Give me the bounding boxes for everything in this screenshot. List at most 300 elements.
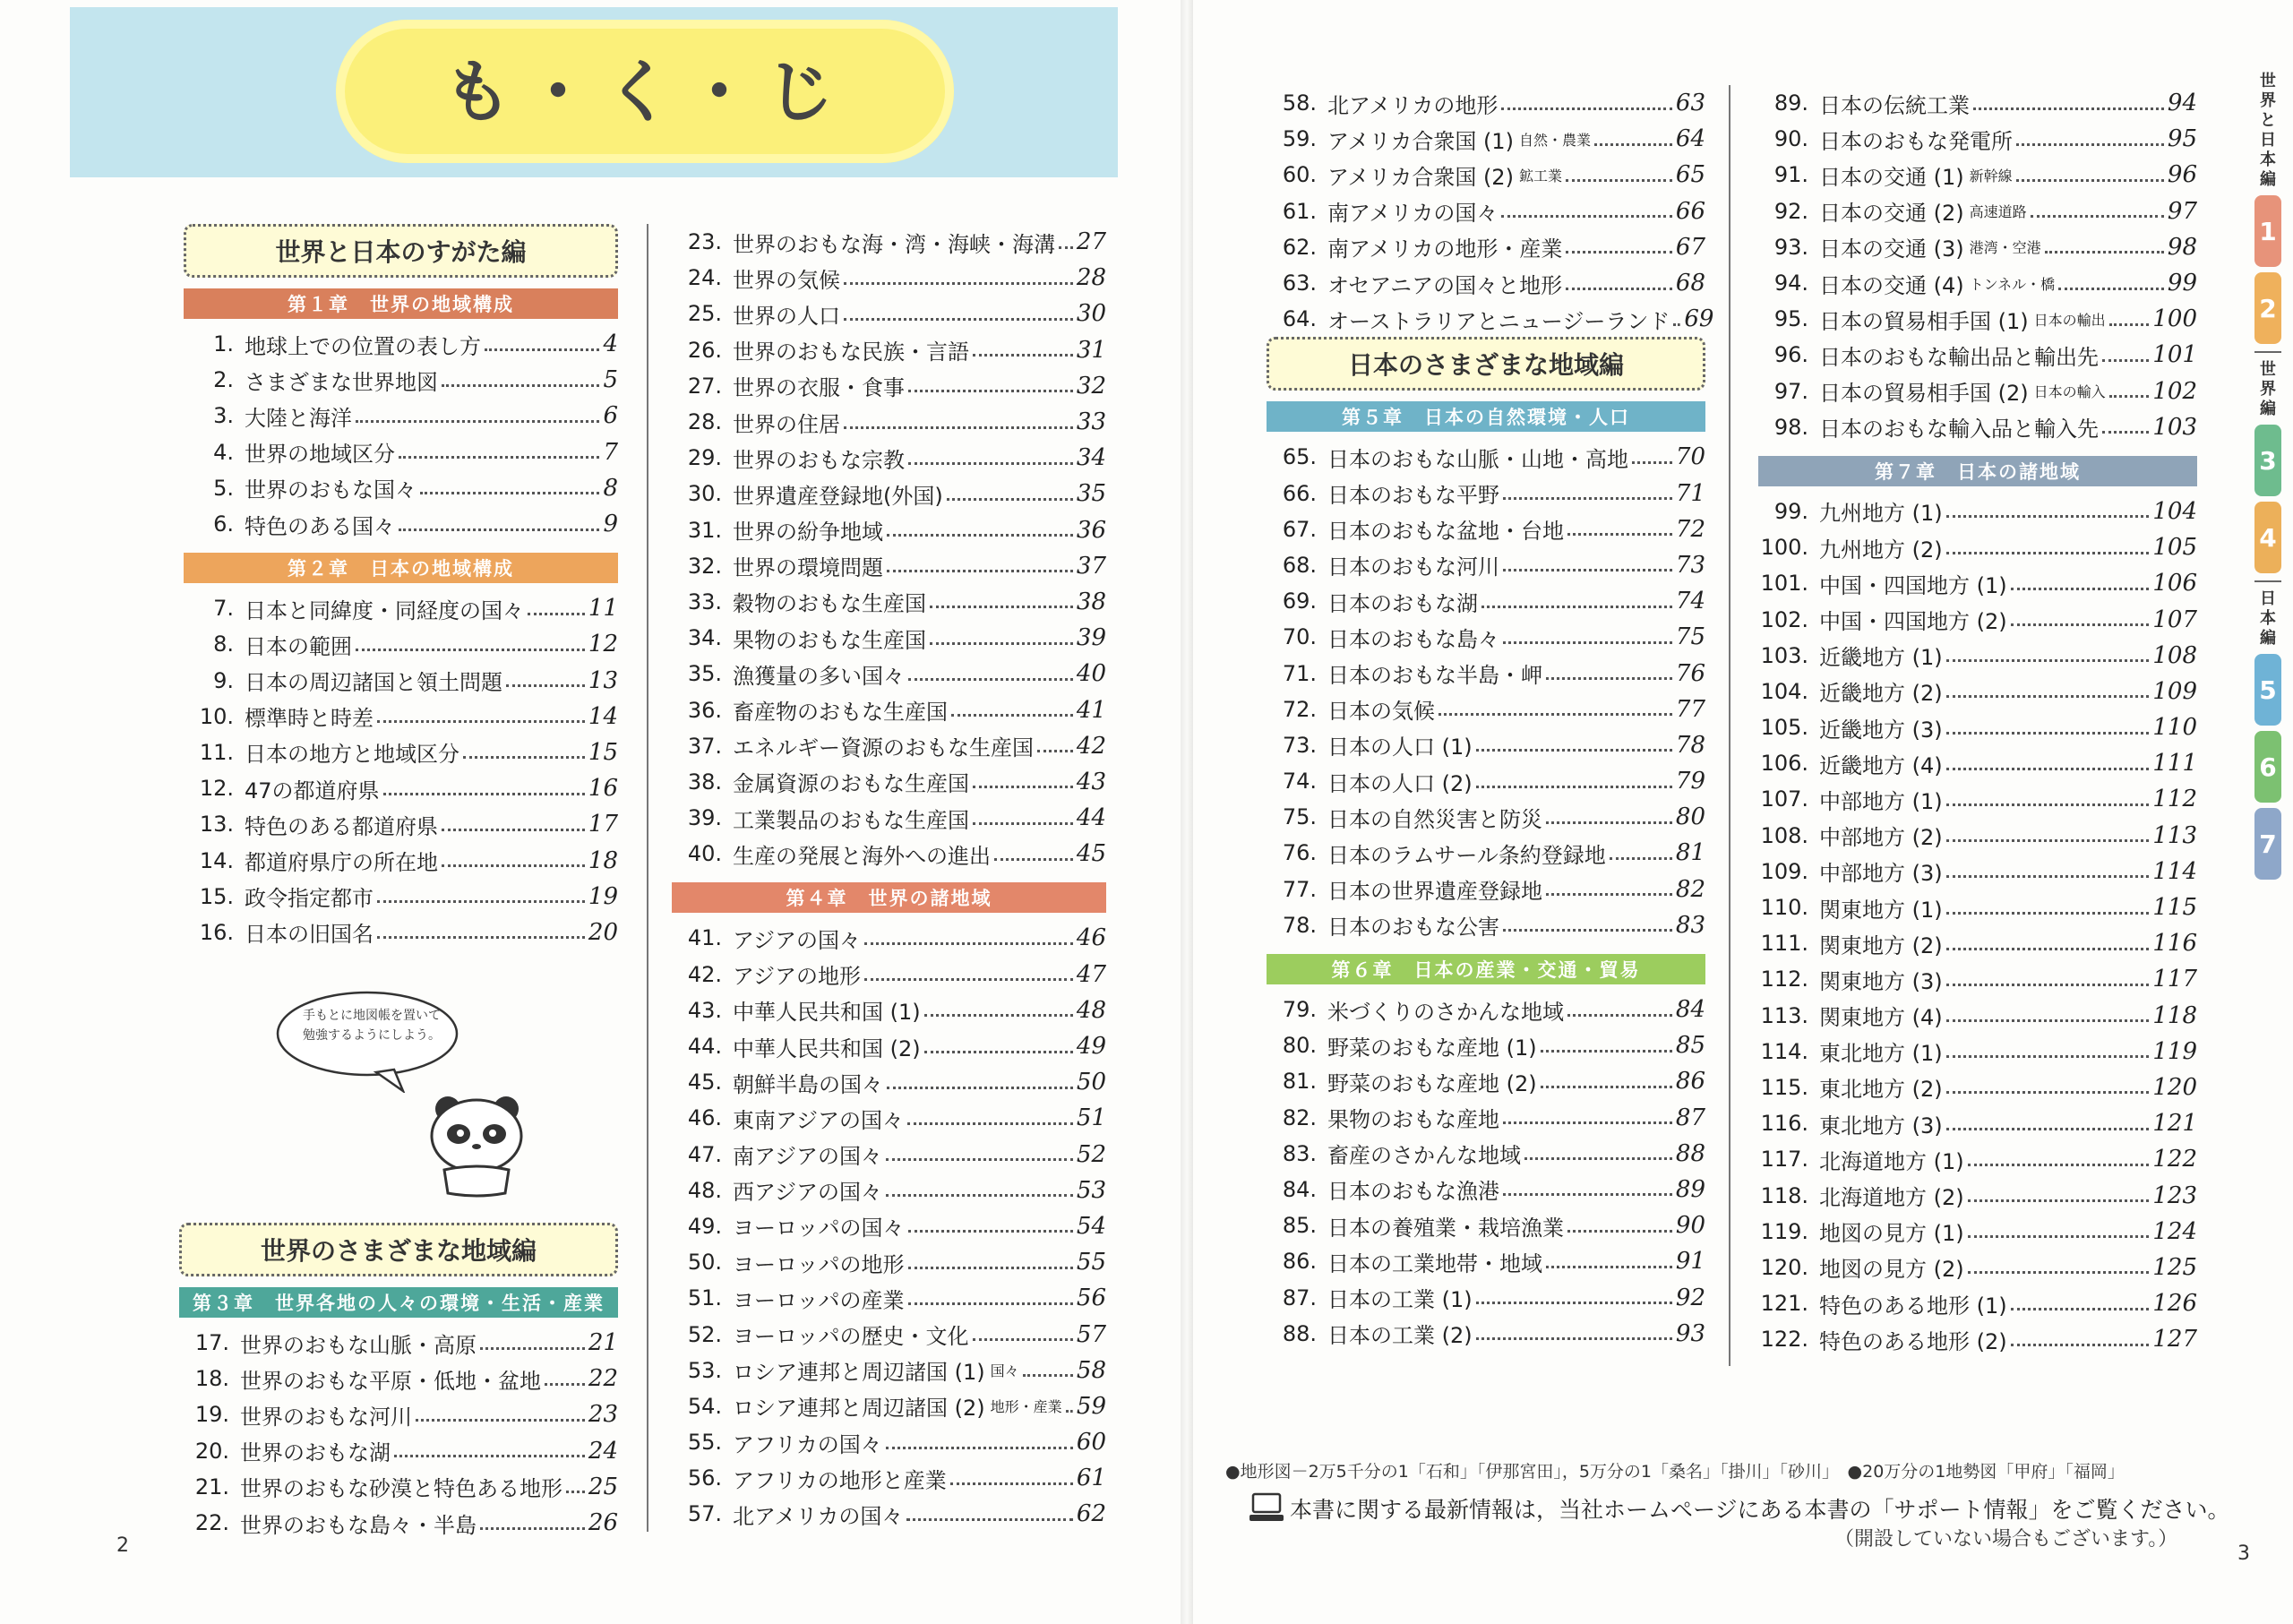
- entry-page-number: 118: [2152, 1001, 2197, 1029]
- entry-page-number: 38: [1076, 588, 1106, 615]
- toc-entry[interactable]: [672, 260, 1106, 296]
- entry-title: 畜産物のおもな生産国: [733, 700, 948, 726]
- toc-entry[interactable]: [1758, 745, 2197, 781]
- toc-entry[interactable]: [1267, 799, 1705, 835]
- entry-title: 東北地方 (3): [1819, 1113, 1943, 1139]
- entry-page-number: 20: [588, 918, 618, 946]
- dot-leader: [1546, 821, 1672, 824]
- dot-leader: [2109, 323, 2150, 326]
- toc-entry[interactable]: [1758, 674, 2197, 709]
- toc-entry[interactable]: [184, 398, 618, 434]
- entry-page-number: 81: [1675, 839, 1705, 867]
- toc-entry[interactable]: [672, 1353, 1106, 1388]
- toc-entry[interactable]: [672, 957, 1106, 992]
- entry-title: 世界の人口: [733, 303, 840, 329]
- entry-number: 104.: [1760, 678, 1808, 704]
- tab-divider: [2254, 580, 2281, 582]
- toc-entry[interactable]: [672, 1100, 1106, 1136]
- toc-entry[interactable]: [672, 920, 1106, 956]
- entry-page-number: 33: [1076, 408, 1106, 436]
- toc-entry[interactable]: [672, 620, 1106, 656]
- entry-number: 47.: [687, 1141, 722, 1167]
- entry-page-number: 21: [588, 1329, 618, 1357]
- toc-entry[interactable]: [184, 806, 618, 842]
- toc-entry[interactable]: [179, 1469, 618, 1505]
- entry-page-number: 46: [1076, 924, 1106, 952]
- toc-entry[interactable]: [1267, 727, 1705, 763]
- entry-page-number: 82: [1675, 875, 1705, 903]
- entry-title: 中部地方 (1): [1819, 788, 1943, 814]
- entry-number: 25.: [687, 301, 722, 327]
- toc-entry[interactable]: [179, 1433, 618, 1469]
- dot-leader: [908, 1267, 1073, 1269]
- toc-entry[interactable]: [1267, 835, 1705, 871]
- entry-title: アメリカ合衆国 (1): [1327, 128, 1514, 154]
- toc-entry[interactable]: [1758, 121, 2197, 157]
- entry-page-number: 74: [1675, 588, 1705, 615]
- toc-entry[interactable]: [1758, 409, 2197, 445]
- entry-title: 世界の住居: [733, 411, 840, 437]
- toc-entry[interactable]: [184, 663, 618, 699]
- toc-entry[interactable]: [672, 1208, 1106, 1244]
- dot-leader: [951, 714, 1073, 717]
- entry-page-number: 4: [603, 331, 618, 358]
- toc-entry[interactable]: [672, 1496, 1106, 1532]
- toc-entry[interactable]: [672, 1316, 1106, 1352]
- entry-number: 59.: [1282, 126, 1317, 152]
- toc-entry[interactable]: [184, 326, 618, 362]
- computer-icon: [1250, 1492, 1284, 1523]
- chapter-tab[interactable]: 4: [2254, 502, 2281, 573]
- toc-entry[interactable]: [672, 584, 1106, 620]
- entry-number: 44.: [687, 1034, 722, 1060]
- toc-entry[interactable]: [1758, 157, 2197, 193]
- entry-number: 23.: [687, 229, 722, 255]
- entry-title: 日本のおもな盆地・台地: [1327, 519, 1564, 545]
- toc-entry[interactable]: [1758, 781, 2197, 817]
- toc-entry[interactable]: [1267, 1207, 1705, 1243]
- toc-entry[interactable]: [1758, 301, 2197, 337]
- toc-entry[interactable]: [1758, 1285, 2197, 1321]
- toc-entry[interactable]: [1758, 1177, 2197, 1213]
- entry-title: 日本の工業地帯・地域: [1327, 1250, 1542, 1276]
- dot-leader: [1946, 768, 2150, 770]
- toc-entry[interactable]: [672, 404, 1106, 440]
- dot-leader: [1946, 984, 2150, 986]
- entry-page-number: 53: [1076, 1176, 1106, 1204]
- dot-leader: [1946, 912, 2150, 915]
- toc-entry[interactable]: [672, 1424, 1106, 1460]
- entry-subtitle: 鉱工業: [1518, 167, 1562, 185]
- entry-page-number: 84: [1675, 996, 1705, 1024]
- entry-title: アメリカ合衆国 (2): [1327, 164, 1514, 190]
- toc-entry[interactable]: [672, 656, 1106, 692]
- dot-leader: [886, 1447, 1073, 1449]
- entry-number: 43.: [687, 997, 722, 1023]
- toc-entry[interactable]: [672, 800, 1106, 836]
- chapter-heading: 第１章 世界の地域構成: [184, 288, 618, 319]
- toc-entry[interactable]: [1758, 601, 2197, 637]
- toc-entry[interactable]: [1267, 301, 1714, 337]
- dot-leader: [887, 570, 1073, 572]
- dot-leader: [906, 1518, 1073, 1521]
- toc-entry[interactable]: [184, 506, 618, 542]
- chapter-tab[interactable]: 7: [2254, 808, 2281, 880]
- toc-entry[interactable]: [1758, 854, 2197, 889]
- toc-entry[interactable]: [672, 728, 1106, 764]
- toc-entry[interactable]: [1267, 692, 1705, 727]
- entry-title: オセアニアの国々と地形: [1327, 272, 1563, 298]
- dot-leader: [2102, 359, 2149, 362]
- toc-entry[interactable]: [1267, 655, 1705, 691]
- entry-page-number: 70: [1675, 443, 1705, 471]
- entry-page-number: 115: [2152, 894, 2197, 922]
- toc-entry[interactable]: [672, 1388, 1106, 1424]
- entry-page-number: 57: [1076, 1320, 1106, 1348]
- toc-column-1: [184, 224, 618, 950]
- toc-entry[interactable]: [1267, 992, 1705, 1027]
- toc-entry[interactable]: [184, 735, 618, 770]
- entry-page-number: 107: [2152, 606, 2197, 633]
- toc-entry[interactable]: [179, 1396, 618, 1432]
- toc-entry[interactable]: [672, 1280, 1106, 1316]
- toc-entry[interactable]: [672, 1137, 1106, 1173]
- entry-page-number: 91: [1675, 1248, 1705, 1276]
- entry-number: 36.: [687, 697, 722, 723]
- dot-leader: [1567, 1014, 1672, 1017]
- toc-entry[interactable]: [672, 332, 1106, 368]
- dot-leader: [2011, 623, 2150, 626]
- dot-leader: [950, 1482, 1073, 1485]
- toc-entry[interactable]: [672, 764, 1106, 800]
- toc-entry[interactable]: [1758, 638, 2197, 674]
- entry-title: 九州地方 (1): [1819, 501, 1943, 527]
- chapter-tab[interactable]: 6: [2254, 731, 2281, 803]
- entry-title: 日本のおもな島々: [1327, 626, 1499, 652]
- toc-entry[interactable]: [1267, 1027, 1705, 1063]
- entry-page-number: 27: [1076, 228, 1106, 256]
- dot-leader: [1594, 143, 1672, 146]
- entry-page-number: 15: [588, 738, 618, 766]
- toc-entry[interactable]: [1267, 547, 1705, 583]
- toc-entry[interactable]: [1267, 1243, 1705, 1279]
- toc-entry[interactable]: [1267, 193, 1705, 229]
- entry-page-number: 102: [2152, 377, 2197, 405]
- column-divider: [1729, 85, 1730, 1366]
- entry-title: 生産の発展と海外への進出: [733, 843, 991, 869]
- entry-page-number: 39: [1076, 624, 1106, 652]
- toc-entry[interactable]: [1267, 907, 1705, 943]
- toc-entry[interactable]: [672, 1064, 1106, 1100]
- entry-number: 113.: [1760, 1002, 1808, 1028]
- entry-number: 95.: [1773, 306, 1808, 332]
- entry-title: 近畿地方 (1): [1819, 645, 1943, 671]
- entry-page-number: 93: [1675, 1319, 1705, 1347]
- dot-leader: [924, 1051, 1073, 1053]
- toc-entry[interactable]: [672, 992, 1106, 1028]
- entry-page-number: 110: [2152, 714, 2197, 742]
- entry-page-number: 28: [1076, 264, 1106, 292]
- toc-entry[interactable]: [672, 512, 1106, 548]
- dot-leader: [1946, 839, 2150, 842]
- entry-title: 日本の工業 (2): [1327, 1323, 1473, 1349]
- toc-entry[interactable]: [672, 1460, 1106, 1496]
- entry-page-number: 99: [2167, 270, 2197, 297]
- toc-entry[interactable]: [1267, 1279, 1705, 1315]
- entry-page-number: 103: [2152, 413, 2197, 441]
- entry-title: 野菜のおもな産地 (1): [1327, 1035, 1537, 1061]
- toc-entry[interactable]: [179, 1505, 618, 1541]
- entry-page-number: 96: [2167, 161, 2197, 189]
- entry-number: 74.: [1282, 769, 1317, 795]
- entry-number: 21.: [194, 1474, 229, 1499]
- dot-leader: [356, 420, 599, 423]
- toc-entry[interactable]: [1267, 157, 1705, 193]
- entry-subtitle: 港湾・空港: [1969, 239, 2041, 257]
- entry-page-number: 124: [2152, 1217, 2197, 1245]
- dot-leader: [485, 348, 599, 351]
- toc-entry[interactable]: [1267, 1100, 1705, 1136]
- entry-subtitle: 国々: [990, 1362, 1019, 1380]
- entry-title: 果物のおもな産地: [1327, 1107, 1499, 1133]
- toc-entry[interactable]: [1267, 476, 1705, 511]
- dot-leader: [2058, 288, 2164, 290]
- entry-page-number: 89: [1675, 1175, 1705, 1203]
- column-divider: [647, 224, 648, 1532]
- dot-leader: [377, 720, 585, 723]
- entry-title: 関東地方 (1): [1819, 897, 1943, 923]
- entry-number: 115.: [1760, 1074, 1808, 1100]
- toc-entry[interactable]: [184, 770, 618, 806]
- dot-leader: [1476, 1337, 1672, 1340]
- entry-number: 35.: [687, 661, 722, 687]
- entry-title: 工業製品のおもな生産国: [733, 807, 969, 833]
- entry-title: 中華人民共和国 (2): [733, 1035, 921, 1061]
- section-heading: 世界と日本のすがた編: [184, 224, 618, 278]
- entry-number: 72.: [1282, 696, 1317, 722]
- entry-title: 穀物のおもな生産国: [733, 591, 926, 617]
- dot-leader: [1503, 1121, 1672, 1124]
- toc-entry[interactable]: [1758, 998, 2197, 1034]
- entry-number: 29.: [687, 445, 722, 471]
- dot-leader: [399, 456, 599, 459]
- toc-entry[interactable]: [1758, 494, 2197, 529]
- toc-entry[interactable]: [184, 470, 618, 506]
- entry-number: 9.: [213, 667, 234, 693]
- entry-page-number: 64: [1675, 125, 1705, 153]
- toc-entry[interactable]: [1267, 1172, 1705, 1207]
- toc-entry[interactable]: [1267, 583, 1705, 619]
- entry-number: 33.: [687, 589, 722, 614]
- toc-entry[interactable]: [184, 699, 618, 735]
- entry-number: 6.: [213, 511, 234, 537]
- toc-entry[interactable]: [184, 590, 618, 626]
- toc-entry[interactable]: [1267, 763, 1705, 799]
- entry-title: 南アジアの国々: [733, 1144, 883, 1170]
- entry-page-number: 112: [2152, 786, 2197, 813]
- entry-page-number: 116: [2152, 930, 2197, 958]
- dot-leader: [377, 936, 585, 939]
- toc-entry[interactable]: [1758, 529, 2197, 565]
- entry-title: 近畿地方 (3): [1819, 717, 1943, 743]
- entry-number: 56.: [687, 1465, 722, 1491]
- entry-page-number: 79: [1675, 768, 1705, 795]
- toc-entry[interactable]: [1758, 374, 2197, 409]
- support-info-note: （開設していない場合もございます。）: [1834, 1528, 2178, 1551]
- entry-page-number: 88: [1675, 1139, 1705, 1167]
- entry-number: 7.: [213, 596, 234, 622]
- toc-entry[interactable]: [1267, 872, 1705, 907]
- entry-number: 106.: [1760, 751, 1808, 777]
- toc-entry[interactable]: [179, 1325, 618, 1361]
- entry-title: オーストラリアとニュージーランド: [1327, 308, 1670, 334]
- toc-entry[interactable]: [672, 476, 1106, 511]
- entry-title: アフリカの地形と産業: [733, 1467, 947, 1493]
- dot-leader: [1946, 515, 2150, 518]
- chapter-tab[interactable]: 2: [2254, 272, 2281, 344]
- entry-title: 北アメリカの地形: [1327, 92, 1499, 118]
- entry-number: 2.: [213, 367, 234, 393]
- entry-title: 日本の気候: [1327, 699, 1435, 725]
- entry-title: 都道府県庁の所在地: [245, 850, 438, 876]
- toc-entry[interactable]: [1267, 439, 1705, 475]
- entry-page-number: 45: [1076, 840, 1106, 868]
- entry-title: 日本のおもな発電所: [1819, 128, 2013, 154]
- dot-leader: [1503, 929, 1672, 932]
- chapter-heading: 第６章 日本の産業・交通・貿易: [1267, 954, 1705, 984]
- toc-entry[interactable]: [184, 842, 618, 878]
- chapter-tab[interactable]: 5: [2254, 654, 2281, 726]
- toc-entry[interactable]: [1758, 337, 2197, 373]
- toc-entry[interactable]: [184, 915, 618, 950]
- toc-entry[interactable]: [184, 626, 618, 662]
- dot-leader: [1673, 323, 1680, 326]
- chapter-heading: 第２章 日本の地域構成: [184, 553, 618, 583]
- entry-title: 北海道地方 (1): [1819, 1148, 1964, 1174]
- toc-entry[interactable]: [672, 368, 1106, 404]
- toc-entry[interactable]: [1267, 1136, 1705, 1172]
- entry-page-number: 49: [1076, 1033, 1106, 1061]
- dot-leader: [930, 642, 1073, 645]
- entry-number: 60.: [1282, 162, 1317, 188]
- entry-number: 52.: [687, 1321, 722, 1347]
- entry-page-number: 43: [1076, 768, 1106, 795]
- toc-entry[interactable]: [1758, 85, 2197, 121]
- toc-entry[interactable]: [1758, 1105, 2197, 1141]
- section-heading: 世界のさまざまな地域編: [179, 1223, 618, 1276]
- entry-title: 政令指定都市: [245, 886, 374, 912]
- toc-entry[interactable]: [672, 1244, 1106, 1280]
- entry-number: 14.: [199, 847, 234, 873]
- toc-entry[interactable]: [1267, 121, 1705, 157]
- toc-entry[interactable]: [1758, 1141, 2197, 1177]
- dot-leader: [994, 858, 1073, 861]
- dot-leader: [1567, 533, 1672, 536]
- toc-entry[interactable]: [1758, 565, 2197, 601]
- toc-entry[interactable]: [179, 1361, 618, 1396]
- toc-entry[interactable]: [1758, 889, 2197, 925]
- toc-entry[interactable]: [184, 362, 618, 398]
- chapter-tab[interactable]: 3: [2254, 425, 2281, 496]
- toc-entry[interactable]: [672, 548, 1106, 584]
- chapter-tab[interactable]: 1: [2254, 195, 2281, 267]
- entry-subtitle: 日本の輸入: [2033, 383, 2106, 401]
- toc-entry[interactable]: [1758, 265, 2197, 301]
- entry-number: 40.: [687, 841, 722, 867]
- toc-entry[interactable]: [1267, 1316, 1705, 1352]
- entry-number: 109.: [1760, 858, 1808, 884]
- toc-entry[interactable]: [672, 692, 1106, 727]
- toc-entry[interactable]: [1267, 229, 1705, 265]
- toc-entry[interactable]: [672, 224, 1106, 260]
- toc-entry[interactable]: [1267, 511, 1705, 547]
- entry-page-number: 40: [1076, 660, 1106, 688]
- entry-page-number: 52: [1076, 1140, 1106, 1168]
- toc-entry[interactable]: [1758, 1034, 2197, 1070]
- toc-entry[interactable]: [1758, 1070, 2197, 1105]
- entry-title: 西アジアの国々: [733, 1180, 883, 1206]
- toc-entry[interactable]: [184, 434, 618, 470]
- entry-number: 84.: [1282, 1176, 1317, 1202]
- entry-title: 日本のおもな漁港: [1327, 1179, 1499, 1205]
- toc-entry[interactable]: [1758, 925, 2197, 961]
- entry-page-number: 16: [588, 775, 618, 803]
- toc-entry[interactable]: [1758, 961, 2197, 997]
- entry-page-number: 78: [1675, 731, 1705, 759]
- toc-entry[interactable]: [672, 296, 1106, 331]
- entry-number: 67.: [1282, 516, 1317, 542]
- entry-subtitle: 新幹線: [1969, 167, 2013, 185]
- dot-leader: [844, 318, 1073, 321]
- toc-entry[interactable]: [1267, 619, 1705, 655]
- toc-entry[interactable]: [1267, 85, 1705, 121]
- toc-entry[interactable]: [1758, 818, 2197, 854]
- toc-entry[interactable]: [1758, 1321, 2197, 1357]
- toc-entry[interactable]: [1758, 229, 2197, 265]
- dot-leader: [907, 1122, 1073, 1125]
- entry-number: 82.: [1282, 1104, 1317, 1130]
- entry-page-number: 76: [1675, 659, 1705, 687]
- toc-entry[interactable]: [184, 879, 618, 915]
- entry-title: 世界の衣服・食事: [733, 375, 905, 401]
- toc-entry[interactable]: [1267, 265, 1705, 301]
- toc-entry[interactable]: [1267, 1063, 1705, 1099]
- chapter-heading: 第４章 世界の諸地域: [672, 882, 1106, 913]
- toc-entry[interactable]: [1758, 193, 2197, 229]
- toc-entry[interactable]: [672, 440, 1106, 476]
- entry-page-number: 75: [1675, 623, 1705, 651]
- toc-entry[interactable]: [672, 1173, 1106, 1208]
- entry-number: 42.: [687, 961, 722, 987]
- toc-entry[interactable]: [1758, 1214, 2197, 1250]
- dot-leader: [2102, 431, 2149, 434]
- dot-leader: [973, 822, 1073, 825]
- entry-page-number: 63: [1675, 90, 1705, 117]
- entry-number: 8.: [213, 632, 234, 657]
- entry-title: 特色のある国々: [245, 513, 395, 539]
- toc-entry[interactable]: [1758, 1250, 2197, 1285]
- toc-entry[interactable]: [1758, 709, 2197, 745]
- entry-page-number: 30: [1076, 300, 1106, 328]
- entry-title: ヨーロッパの地形: [733, 1251, 905, 1277]
- toc-entry[interactable]: [672, 1028, 1106, 1064]
- dot-leader: [1566, 251, 1672, 253]
- dot-leader: [545, 1383, 585, 1386]
- entry-page-number: 126: [2152, 1290, 2197, 1318]
- entry-page-number: 72: [1675, 515, 1705, 543]
- toc-entry[interactable]: [672, 836, 1106, 872]
- dot-leader: [2045, 251, 2164, 253]
